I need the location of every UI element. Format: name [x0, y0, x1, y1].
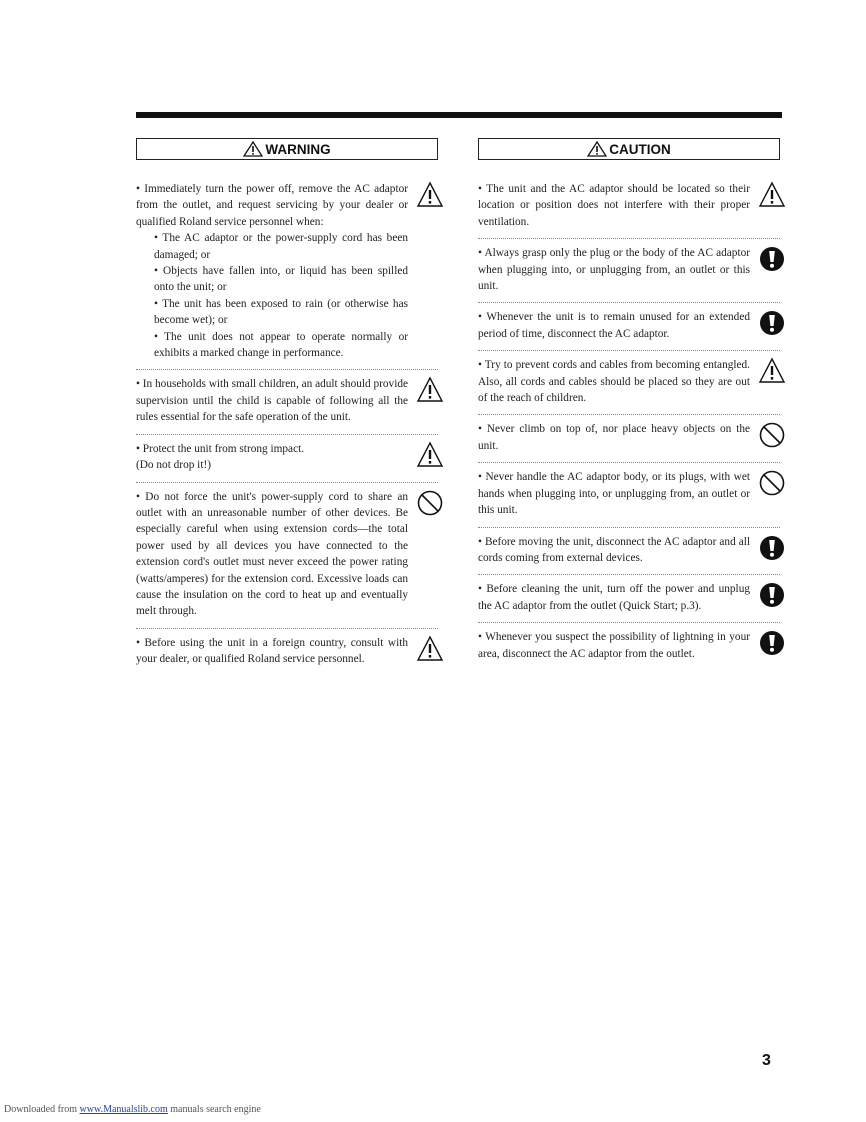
caution-header — [478, 138, 780, 160]
caution-item-text: • Before cleaning the unit, turn off the power and unplug the AC adaptor from the outlet (Quick Start; p.3). — [478, 583, 750, 612]
caution-column — [478, 138, 780, 670]
mandatory-icon — [758, 245, 786, 273]
caution-item-text: • Before moving the unit, disconnect the AC adaptor and all cords coming from external devices. — [478, 535, 750, 564]
warning-header — [136, 138, 438, 160]
warning-item — [136, 629, 438, 676]
caution-item-text: • Always grasp only the plug or the body of the AC adaptor when plugging into, or unplugging from, an outlet or this unit. — [478, 247, 750, 293]
mandatory-icon — [758, 309, 786, 337]
caution-item-text: • Whenever the unit is to remain unused for an extended period of time, disconnect the AC adaptor. — [478, 311, 750, 340]
mandatory-icon — [758, 581, 786, 609]
footer-link[interactable]: www.Manualslib.com — [79, 1104, 168, 1115]
caution-item-text: • Try to prevent cords and cables from becoming entangled. Also, all cords and cables should be placed so they are out of the reach of children. — [478, 359, 750, 405]
caution-item — [478, 528, 780, 576]
warning-triangle-icon — [416, 181, 444, 209]
warning-triangle-icon — [416, 376, 444, 404]
caution-item — [478, 303, 780, 351]
warning-column — [136, 138, 438, 676]
warning-triangle-icon — [587, 141, 607, 157]
warning-item-text: • Protect the unit from strong impact. — [136, 442, 305, 455]
warning-item-text: • In households with small children, an adult should provide supervision until the child is capable of following all the rules essential for the safe operation of the unit. — [136, 378, 408, 424]
warning-items — [136, 175, 438, 676]
caution-item-text: • Never climb on top of, nor place heavy objects on the unit. — [478, 423, 750, 452]
warning-item-note: (Do not drop it!) — [136, 459, 211, 472]
warning-item — [136, 483, 438, 629]
mandatory-icon — [758, 629, 786, 657]
caution-item-text: • Whenever you suspect the possibility of lightning in your area, disconnect the AC adaptor from the outlet. — [478, 631, 750, 660]
caution-item — [478, 463, 780, 527]
footer-prefix: Downloaded from — [4, 1104, 80, 1115]
caution-title: CAUTION — [609, 141, 671, 157]
caution-item — [478, 175, 780, 239]
warning-triangle-icon — [416, 635, 444, 663]
warning-item-text: • Before using the unit in a foreign country, consult with your dealer, or qualified Roland service personnel. — [136, 636, 408, 666]
caution-item — [478, 239, 780, 303]
caution-item-text: • Never handle the AC adaptor body, or its plugs, with wet hands when plugging into, or unplugging from, an outlet or this unit. — [478, 471, 750, 517]
caution-item — [478, 351, 780, 415]
warning-triangle-icon — [243, 141, 263, 157]
caution-item — [478, 623, 780, 670]
prohibited-icon — [416, 489, 444, 517]
prohibited-icon — [758, 421, 786, 449]
warning-item-text: • Do not force the unit's power-supply cord to share an outlet with an unreasonable number of other devices. Be especially careful when using extension cords—the total power used by all devices you have connected to the extension cord's outlet must never exceed the power rating (watts/amperes) for the extension cord. Excessive loads can cause the insulation on the cord to heat up and eventually melt through. — [136, 490, 408, 618]
warning-item — [136, 370, 438, 434]
footer — [4, 1104, 261, 1115]
warning-item-text: • Immediately turn the power off, remove the AC adaptor from the outlet, and request servicing by your dealer or qualified Roland service personnel when: — [136, 183, 408, 228]
warning-title: WARNING — [265, 141, 331, 157]
page-number: 3 — [762, 1052, 771, 1069]
warning-triangle-icon — [416, 441, 444, 469]
warning-item — [136, 175, 438, 370]
mandatory-icon — [758, 534, 786, 562]
warning-item-subtext: • Objects have fallen into, or liquid has been spilled onto the unit; or — [154, 265, 408, 294]
warning-item — [136, 435, 438, 483]
footer-suffix: manuals search engine — [167, 1104, 261, 1115]
warning-item-subtext: • The unit does not appear to operate normally or exhibits a marked change in performance. — [154, 330, 408, 360]
caution-items — [478, 175, 780, 670]
caution-item — [478, 415, 780, 463]
top-rule — [136, 112, 782, 118]
caution-item-text: • The unit and the AC adaptor should be located so their location or position does not interfere with their proper ventilation. — [478, 183, 750, 228]
warning-triangle-icon — [758, 357, 786, 385]
warning-item-subtext: • The AC adaptor or the power-supply cord has been damaged; or — [154, 232, 408, 261]
warning-triangle-icon — [758, 181, 786, 209]
warning-item-subtext: • The unit has been exposed to rain (or otherwise has become wet); or — [154, 297, 408, 327]
caution-item — [478, 575, 780, 623]
prohibited-icon — [758, 469, 786, 497]
